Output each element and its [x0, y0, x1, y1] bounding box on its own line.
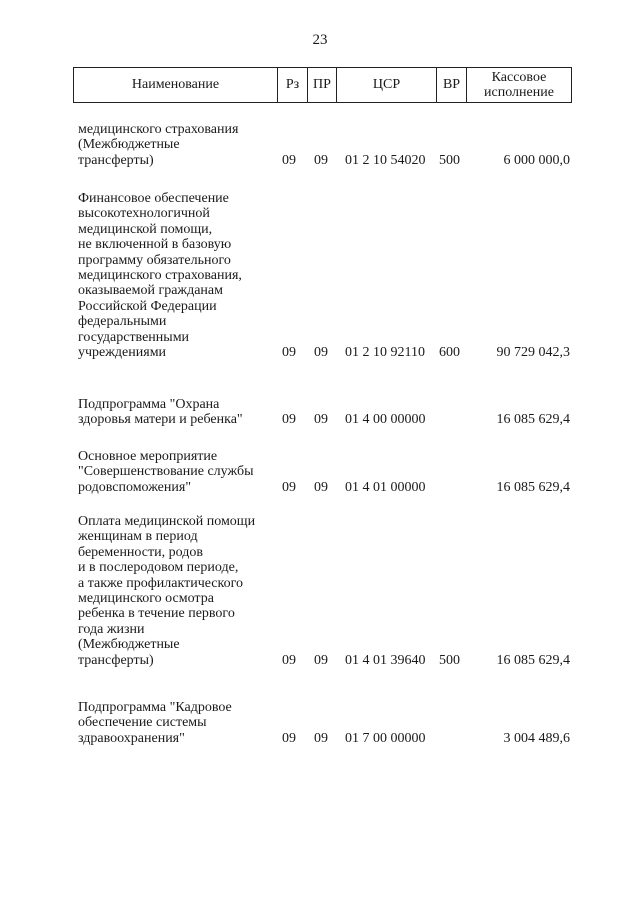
- row-name: Подпрограмма "Охрана здоровья матери и ребенка": [78, 397, 243, 428]
- row-pr: 09: [314, 730, 328, 746]
- row-rz: 09: [282, 730, 296, 746]
- row-execution: 16 085 629,4: [496, 412, 570, 428]
- row-csr: 01 2 10 92110: [345, 345, 425, 361]
- header-execution: Кассовое исполнение: [484, 70, 554, 100]
- row-name: Финансовое обеспечение высокотехнологичной медицинской помощи, не включенной в базовую программу обязательного медицинского страхования, оказываемой гражданам Российской Федерации федеральными государственными учреждениями: [78, 191, 242, 361]
- row-rz: 09: [282, 412, 296, 428]
- table-row: [78, 449, 570, 495]
- header-rz: Рз: [278, 68, 308, 102]
- row-pr: 09: [314, 152, 328, 168]
- table-header: [73, 67, 572, 103]
- row-csr: 01 4 01 39640: [345, 652, 426, 668]
- row-rz: 09: [282, 652, 296, 668]
- row-vr: 600: [439, 345, 460, 361]
- table-row: [78, 397, 570, 428]
- row-rz: 09: [282, 152, 296, 168]
- row-execution: 16 085 629,4: [496, 479, 570, 495]
- header-csr: ЦСР: [337, 68, 437, 102]
- table-row: [78, 514, 570, 668]
- row-pr: 09: [314, 412, 328, 428]
- header-vr: ВР: [437, 68, 467, 102]
- row-csr: 01 2 10 54020: [345, 152, 426, 168]
- header-pr: ПР: [308, 68, 337, 102]
- row-execution: 3 004 489,6: [503, 730, 570, 746]
- row-name: медицинского страхования (Межбюджетные трансферты): [78, 122, 239, 168]
- row-execution: 6 000 000,0: [503, 152, 570, 168]
- row-name: Подпрограмма "Кадровое обеспечение системы здравоохранения": [78, 700, 232, 746]
- row-csr: 01 4 00 00000: [345, 412, 426, 428]
- row-execution: 90 729 042,3: [496, 345, 570, 361]
- row-pr: 09: [314, 652, 328, 668]
- table-row: [78, 191, 570, 360]
- row-vr: 500: [439, 652, 460, 668]
- table-row: [78, 700, 570, 746]
- row-pr: 09: [314, 345, 328, 361]
- row-rz: 09: [282, 345, 296, 361]
- row-execution: 16 085 629,4: [496, 652, 570, 668]
- row-vr: 500: [439, 152, 460, 168]
- row-csr: 01 7 00 00000: [345, 730, 426, 746]
- row-pr: 09: [314, 479, 328, 495]
- header-name: Наименование: [74, 68, 278, 102]
- row-rz: 09: [282, 479, 296, 495]
- row-name: Оплата медицинской помощи женщинам в период беременности, родов и в послеродовом периоде, а также профилактического медицинского осмотра ребенка в течение первого года жизни (Межбюджетные трансферты): [78, 514, 256, 668]
- page-number: 23: [312, 32, 328, 48]
- table-row: [78, 122, 570, 168]
- row-csr: 01 4 01 00000: [345, 479, 426, 495]
- row-name: Основное мероприятие "Совершенствование службы родовспоможения": [78, 449, 254, 495]
